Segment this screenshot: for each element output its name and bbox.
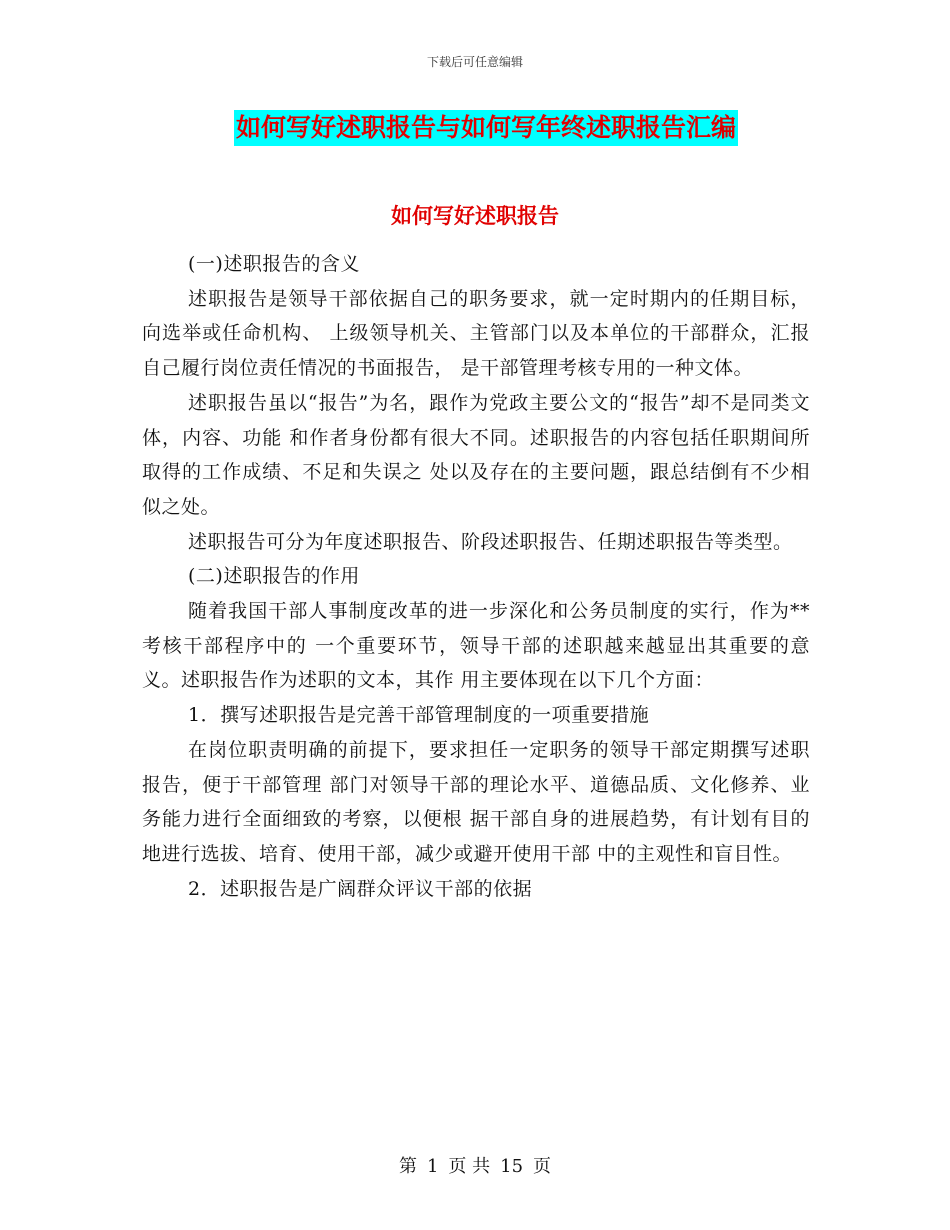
document-body [142,247,810,906]
document-title: 如何写好述职报告与如何写年终述职报告汇编 [234,110,738,146]
footer-prefix: 第 [398,1156,417,1177]
footer-suffix: 页 [533,1156,552,1177]
paragraph: 述职报告可分为年度述职报告、阶段述职报告、任期述职报告等类型。 [188,530,793,553]
paragraph: 述职报告是领导干部依据自己的职务要求，就一定时期内的任期目标，向选举或任命机构、 上级领导机关、主管部门以及本单位的干部群众，汇报自己履行岗位责任情况的书面报告， 是干部管理考核专用的一种文体。 [142,287,810,380]
paragraph: 在岗位职责明确的前提下，要求担任一定职务的领导干部定期撰写述职报告，便于干部管理 部门对领导干部的理论水平、道德品质、文化修养、业务能力进行全面细致的考察，以便根 据干部自身的进展趋势，有计划有目的地进行选拔、培育、使用干部，减少或避开使用干部 中的主观性和盲目性。 [142,738,810,865]
subheading: (二)述职报告的作用 [188,565,360,588]
header-note: 下载后可任意编辑 [426,55,523,69]
paragraph: 随着我国干部人事制度改革的进一步深化和公务员制度的实行，作为**考核干部程序中的 一个重要环节，领导干部的述职越来越显出其重要的意义。述职报告作为述职的文本，其作 用主要体现在以下几个方面： [142,600,810,692]
section-title: 如何写好述职报告 [391,203,559,228]
current-page-number: 1 [426,1156,439,1177]
total-page-count: 15 [500,1156,524,1177]
subheading: 2．述职报告是广阔群众评议干部的依据 [188,877,533,900]
subheading: 1．撰写述职报告是完善干部管理制度的一项重要措施 [188,704,650,727]
page-footer [0,1152,950,1178]
footer-mid: 页 共 [448,1156,491,1177]
paragraph: 述职报告虽以“报告”为名，跟作为党政主要公文的“报告”却不是同类文体，内容、功能 和作者身份都有很大不同。述职报告的内容包括任职期间所取得的工作成绩、不足和失误之 处以及存在的主要问题，跟总结倒有不少相似之处。 [142,391,810,518]
subheading: (一)述职报告的含义 [188,253,360,275]
